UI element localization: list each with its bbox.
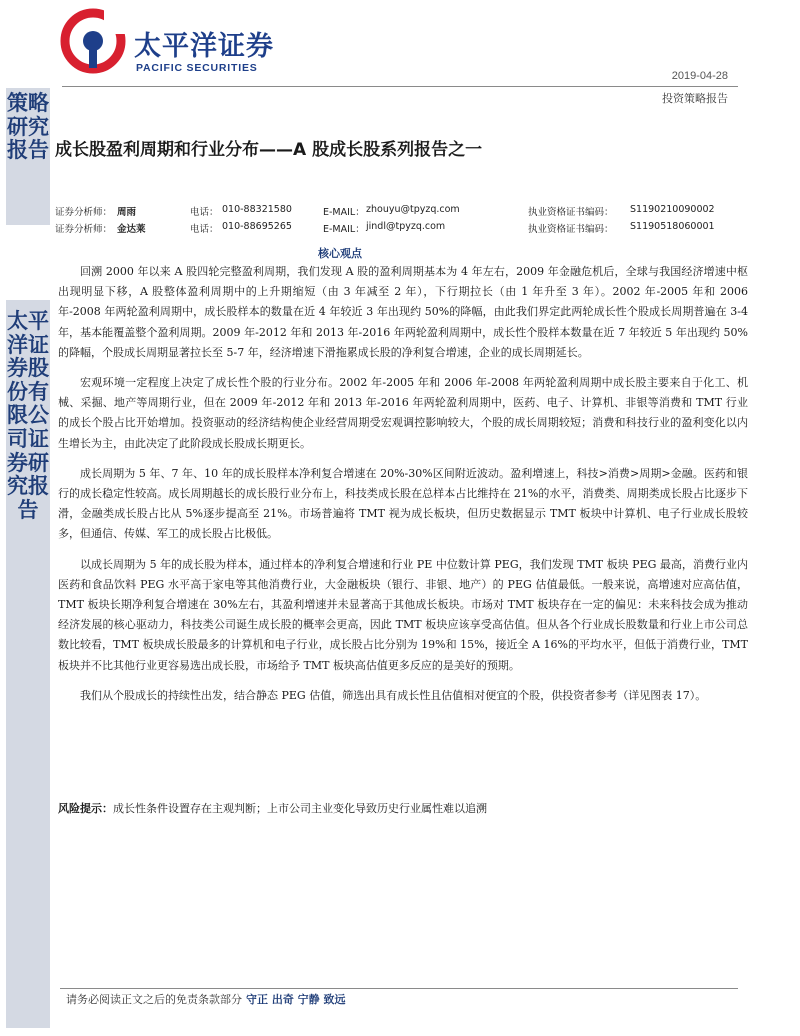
- risk-label: 风险提示：: [58, 802, 113, 815]
- risk-warning: [58, 800, 748, 818]
- report-title: 成长股盈利周期和行业分布——A 股成长股系列报告之一: [55, 140, 483, 160]
- pacific-securities-logo-icon: [60, 8, 126, 74]
- header-divider: [62, 86, 738, 87]
- cert-label: 执业资格证书编码：: [528, 207, 614, 218]
- analyst-name: 金达莱: [117, 224, 146, 235]
- footer-divider: [60, 988, 738, 989]
- core-view-paragraph: 我们从个股成长的持续性出发，结合静态 PEG 估值，筛选出具有成长性且估值相对便宜的个股，供投资者参考（详见图表 17）。: [80, 688, 707, 702]
- company-logo: [60, 8, 274, 78]
- core-view-paragraph: 宏观环境一定程度上决定了成长性个股的行业分布。2002 年-2005 年和 2006 年-2008 年两轮盈利周期中成长股主要来自于化工、机械、采掘、地产等周期行业，但在 2009 年-2012 年和 2013 年-2016 年两轮盈利周期中，医药、电子、计算机、非银等消费和 TMT 行业的成长个股占比开始增加。投资驱动的经济结构使企业经营周期受宏观调控影响较大，个股的成长周期较短；消费和科技行业的盈利变化以内生增长为主，由此决定了此阶段成长股成长期更长。: [58, 376, 748, 450]
- core-view-paragraph: 回溯 2000 年以来 A 股四轮完整盈利周期，我们发现 A 股的盈利周期基本为 4 年左右，2009 年金融危机后，全球与我国经济增速中枢出现明显下移，A 股整体盈利周期中的上升期缩短（由 3 年减至 2 年），下行期拉长（由 1 年升至 3 年）。2002 年-2005 年和 2006 年-2008 年两轮盈利周期中，成长股样本的数量在近 4 年较近 3 年出现约 50%的降幅，由此我们界定此两轮成长性个股成长周期普遍在 3-4 年，基本能覆盖整个盈利周期。2009 年-2012 年和 2013 年-2016 年两轮盈利周期中，成长性个股样本数量在近 7 年较近 5 年出现约 50%的降幅，个股成长周期显著拉长至 5-7 年，经济增速下滑拖累成长股的净利复合增速，企业的成长周期延长。: [58, 265, 748, 359]
- analyst-name: 周雨: [117, 207, 137, 218]
- analyst-email[interactable]: zhouyu@tpyzq.com: [366, 204, 460, 215]
- analyst-cert: S1190210090002: [630, 204, 715, 215]
- analyst-email[interactable]: jindl@tpyzq.com: [366, 221, 446, 232]
- sidebar-category-tab: [6, 88, 50, 225]
- analyst-cert: S1190518060001: [630, 221, 715, 232]
- core-views-heading: 核心观点: [318, 247, 362, 260]
- analyst-row: [55, 221, 745, 238]
- analyst-row: [55, 204, 745, 221]
- sidebar-category-label: 策略研究报告: [7, 91, 49, 163]
- analyst-role: 证券分析师：: [55, 224, 113, 235]
- sidebar-company-label: 太平洋证券股份有限公司证券研究报告: [7, 309, 49, 522]
- core-view-paragraph: 以成长周期为 5 年的成长股为样本，通过样本的净利复合增速和行业 PE 中位数计算 PEG，我们发现 TMT 板块 PEG 最高，消费行业内医药和食品饮料 PEG 水平高于家电等其他消费行业，大金融板块（银行、非银、地产）的 PEG 估值最低。一般来说，高增速对应高估值，TMT 板块长期净利复合增速在 30%左右，其盈利增速并未显著高于其他成长板块。市场对 TMT 板块存在一定的偏见：未来科技会成为推动经济发展的核心驱动力，科技类公司诞生成长股的概率会更高，因此 TMT 板块应该享受高估值。但从各个行业成长股数量和行业上市公司总数比较看，TMT 板块成长股最多的计算机和电子行业，成长股占比分别为 19%和 15%，接近全 A 16%的平均水平，但低于消费行业，TMT 板块并不比其他行业更容易选出成长股，市场给予 TMT 板块高估值更多反应的是美好的预期。: [58, 557, 748, 672]
- footer: [66, 991, 346, 1007]
- email-label: E-MAIL：: [323, 224, 365, 235]
- risk-text: 成长性条件设置存在主观判断；上市公司主业变化导致历史行业属性难以追溯: [113, 802, 487, 815]
- phone-label: 电话：: [190, 224, 219, 235]
- analyst-info: [55, 204, 745, 238]
- report-date: 2019-04-28: [671, 70, 728, 82]
- report-type: 投资策略报告: [662, 92, 728, 105]
- sidebar-company-band: [6, 300, 50, 1028]
- company-name-en: PACIFIC SECURITIES: [136, 62, 258, 74]
- email-label: E-MAIL：: [323, 207, 365, 218]
- footer-motto: 守正 出奇 宁静 致远: [246, 993, 346, 1006]
- cert-label: 执业资格证书编码：: [528, 224, 614, 235]
- phone-label: 电话：: [190, 207, 219, 218]
- core-view-paragraph: 成长周期为 5 年、7 年、10 年的成长股样本净利复合增速在 20%-30%区间附近波动。盈利增速上，科技>消费>周期>金融。医药和银行的成长稳定性较高。成长周期越长的成长股行业分布上，科技类成长股在总样本占比维持在 21%的水平，消费类、周期类成长股占比逐步下滑，金融类成长股占比从 5%逐步提高至 21%。市场普遍将 TMT 视为成长板块，但历史数据显示 TMT 板块中计算机、电子行业成长股较多，但通信、传媒、军工的成长股占比极低。: [58, 466, 748, 541]
- analyst-phone: 010-88695265: [222, 221, 292, 232]
- footer-disclaimer[interactable]: 请务必阅读正文之后的免责条款部分: [66, 993, 242, 1006]
- analyst-phone: 010-88321580: [222, 204, 292, 215]
- core-views-body: [58, 262, 748, 716]
- analyst-role: 证券分析师：: [55, 207, 113, 218]
- company-name-cn: 太平洋证券: [134, 31, 274, 62]
